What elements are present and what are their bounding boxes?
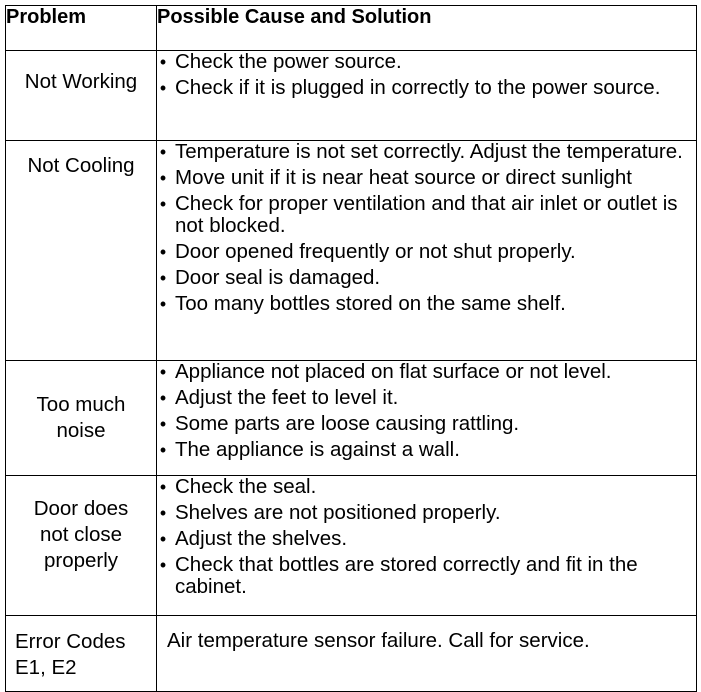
solution-cell	[157, 616, 697, 692]
bullet-icon: •	[159, 142, 167, 162]
solution-cell	[157, 476, 697, 616]
problem-text: Too much	[36, 393, 126, 416]
list-item: • Adjust the shelves.	[157, 528, 696, 550]
list-item: • Adjust the feet to level it.	[157, 387, 696, 409]
list-item: • Shelves are not positioned properly.	[157, 502, 696, 524]
bullet-icon: •	[159, 194, 167, 214]
list-item: • Door opened frequently or not shut properly.	[157, 241, 696, 263]
problem-cell	[6, 616, 157, 692]
table-row	[6, 141, 697, 361]
solution-list	[157, 51, 696, 99]
list-item: • Appliance not placed on flat surface or not level.	[157, 361, 696, 383]
problem-cell	[6, 51, 157, 141]
bullet-icon: •	[159, 555, 167, 575]
solution-text: Air temperature sensor failure. Call for service.	[167, 629, 590, 652]
header-solution: Possible Cause and Solution	[157, 6, 697, 51]
bullet-icon: •	[159, 242, 167, 262]
bullet-icon: •	[159, 168, 167, 188]
list-item: • Some parts are loose causing rattling.	[157, 413, 696, 435]
solution-list	[157, 361, 696, 461]
header-problem: Problem	[6, 6, 157, 51]
list-item: • Too many bottles stored on the same shelf.	[157, 293, 696, 315]
solution-cell	[157, 361, 697, 476]
bullet-icon: •	[159, 52, 167, 72]
bullet-icon: •	[159, 503, 167, 523]
list-item: • Check that bottles are stored correctly and fit in the cabinet.	[157, 554, 696, 598]
bullet-icon: •	[159, 268, 167, 288]
solution-cell	[157, 51, 697, 141]
table-row	[6, 476, 697, 616]
list-item: • Check the power source.	[157, 51, 696, 73]
list-item: • Temperature is not set correctly. Adjust the temperature.	[157, 141, 696, 163]
table-row	[6, 51, 697, 141]
bullet-icon: •	[159, 414, 167, 434]
table-row	[6, 361, 697, 476]
problem-text: E1, E2	[15, 656, 77, 679]
problem-text: not close	[39, 523, 123, 546]
list-item: • Door seal is damaged.	[157, 267, 696, 289]
solution-cell	[157, 141, 697, 361]
table-row	[6, 616, 697, 692]
header-row	[6, 6, 697, 51]
problem-cell	[6, 476, 157, 616]
list-item: • Move unit if it is near heat source or direct sunlight	[157, 167, 696, 189]
problem-text: Not Cooling	[27, 154, 135, 177]
bullet-icon: •	[159, 477, 167, 497]
bullet-icon: •	[159, 388, 167, 408]
list-item: • Check for proper ventilation and that air inlet or outlet is not blocked.	[157, 193, 696, 237]
list-item: • Check if it is plugged in correctly to the power source.	[157, 77, 696, 99]
bullet-icon: •	[159, 529, 167, 549]
list-item: • The appliance is against a wall.	[157, 439, 696, 461]
problem-text: Error Codes	[15, 630, 126, 653]
problem-cell	[6, 141, 157, 361]
bullet-icon: •	[159, 440, 167, 460]
list-item: • Check the seal.	[157, 476, 696, 498]
bullet-icon: •	[159, 294, 167, 314]
bullet-icon: •	[159, 362, 167, 382]
solution-list	[157, 141, 696, 315]
problem-text: properly	[43, 549, 119, 572]
problem-text: Not Working	[24, 70, 138, 93]
bullet-icon: •	[159, 78, 167, 98]
problem-text: Door does	[33, 497, 129, 520]
solution-list	[157, 476, 696, 598]
troubleshooting-table	[5, 5, 697, 692]
problem-cell	[6, 361, 157, 476]
problem-text: noise	[56, 419, 106, 442]
